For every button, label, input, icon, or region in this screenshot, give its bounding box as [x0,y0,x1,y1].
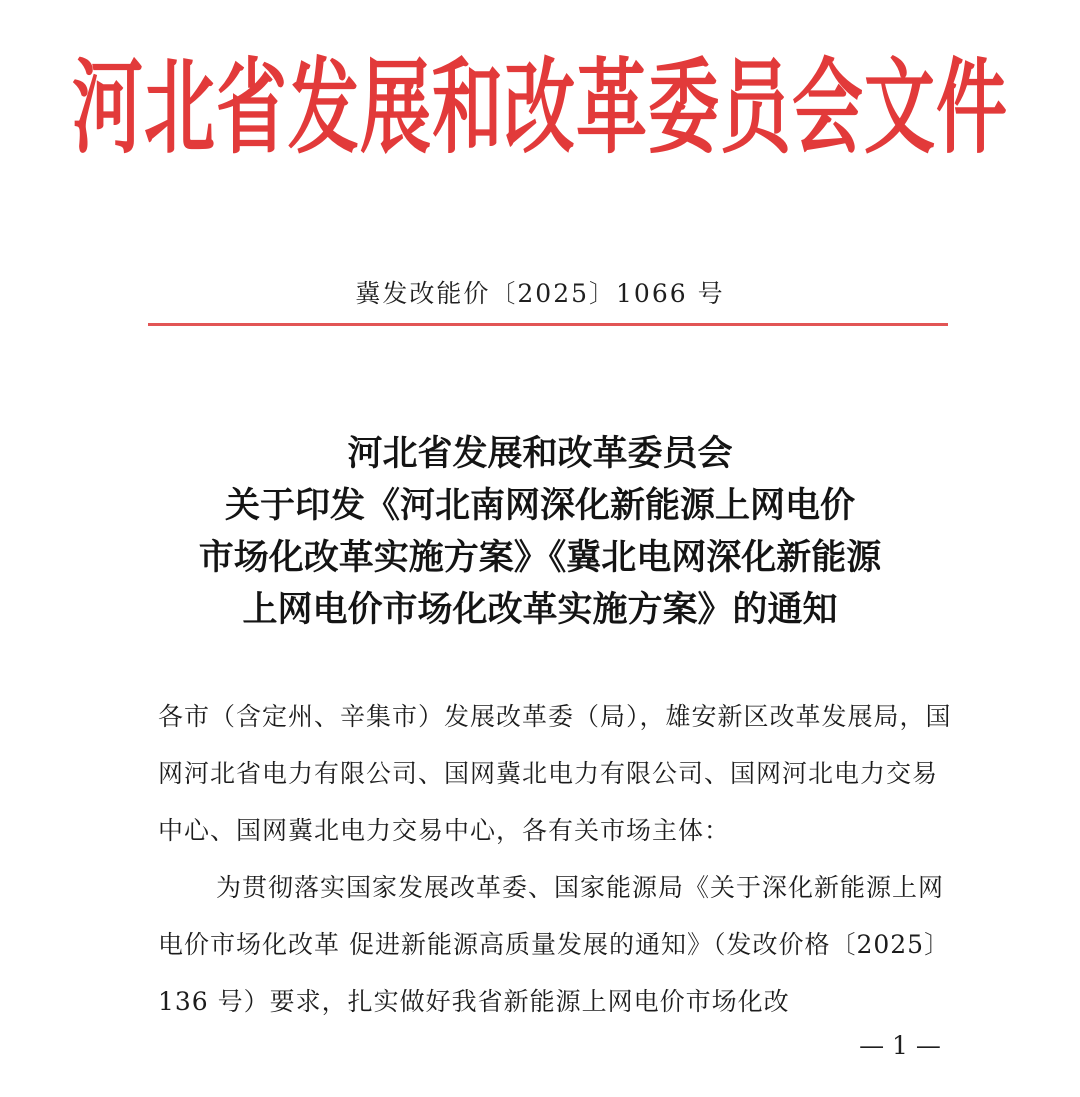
document-header-title: 河北省发展和改革委员会文件 [71,47,1008,168]
document-body [158,688,958,1030]
title-line-3: 市场化改革实施方案》《冀北电网深化新能源 [198,537,882,578]
addressee-paragraph: 各市（含定州、辛集市）发展改革委（局），雄安新区改革发展局，国网河北省电力有限公司、国网冀北电力有限公司、国网河北电力交易中心、国网冀北电力交易中心，各有关市场主体： [158,702,952,845]
document-title [0,428,1080,636]
document-number: 冀发改能价〔2025〕1066 号 [355,279,725,308]
red-divider-line [148,323,948,326]
body-paragraph-1: 为贯彻落实国家发展改革委、国家能源局《关于深化新能源上网电价市场化改革 促进新能源高质量发展的通知》（发改价格〔2025〕136 号）要求，扎实做好我省新能源上网电价市场化改 [158,873,951,1016]
page-number: — 1 — [859,1031,941,1060]
title-line-1: 河北省发展和改革委员会 [347,433,733,474]
title-line-4: 上网电价市场化改革实施方案》的通知 [242,589,838,630]
title-line-2: 关于印发《河北南网深化新能源上网电价 [224,485,855,526]
